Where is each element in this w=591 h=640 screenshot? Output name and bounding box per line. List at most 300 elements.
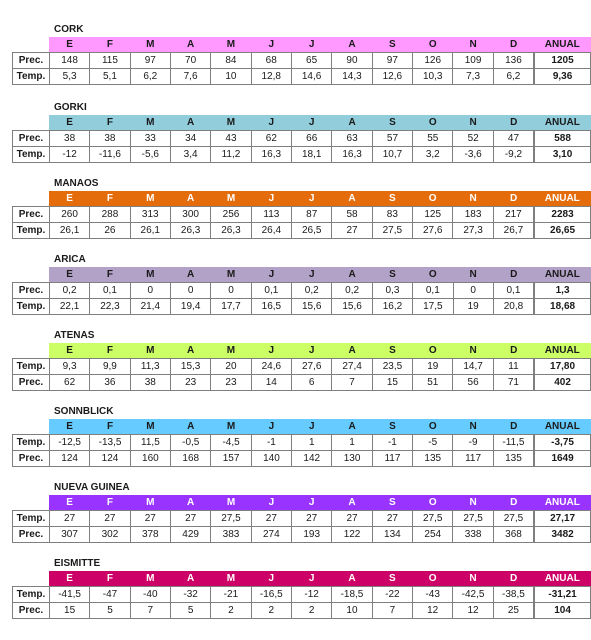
annual-value-cell: 2283 [534, 207, 590, 223]
value-cell: 0 [130, 283, 170, 299]
annual-value-cell: -31,21 [534, 587, 590, 603]
climate-table [12, 343, 591, 391]
value-cell: 15,3 [170, 359, 210, 375]
month-header-row [13, 115, 591, 131]
value-cell: 3,2 [413, 147, 453, 163]
row-label-cell: Temp. [13, 223, 50, 239]
annual-value-cell: 588 [534, 131, 590, 147]
value-cell: 14 [251, 375, 291, 391]
value-cell: 6,2 [130, 69, 170, 85]
value-cell: 1 [292, 435, 332, 451]
value-cell: -32 [170, 587, 210, 603]
month-header-cell: A [332, 115, 372, 131]
value-cell: 368 [493, 527, 534, 543]
value-cell: 0,3 [372, 283, 412, 299]
month-header-cell: D [493, 419, 534, 435]
month-header-cell: N [453, 495, 493, 511]
month-header-cell: M [130, 267, 170, 283]
value-cell: -11,6 [90, 147, 130, 163]
month-header-cell: F [90, 191, 130, 207]
value-cell: 2 [291, 603, 331, 619]
month-header-cell: J [292, 343, 332, 359]
annual-header-cell: ANUAL [534, 37, 590, 53]
table-row [13, 223, 591, 239]
value-cell: 274 [251, 527, 291, 543]
value-cell: -43 [413, 587, 453, 603]
value-cell: 383 [211, 527, 251, 543]
value-cell: -9 [453, 435, 493, 451]
month-header-cell: J [251, 267, 291, 283]
value-cell: -41,5 [49, 587, 89, 603]
table-row [13, 375, 591, 391]
value-cell: 97 [372, 53, 412, 69]
month-header-cell: M [130, 571, 170, 587]
value-cell: 36 [90, 375, 130, 391]
value-cell: 16,2 [372, 299, 412, 315]
value-cell: 10 [332, 603, 372, 619]
value-cell: 71 [493, 375, 534, 391]
month-header-cell: M [211, 191, 251, 207]
value-cell: 183 [453, 207, 493, 223]
header-blank-cell [13, 267, 50, 283]
month-header-cell: A [332, 419, 372, 435]
value-cell: 134 [372, 527, 412, 543]
value-cell: 19,4 [170, 299, 210, 315]
month-header-cell: A [170, 495, 210, 511]
value-cell: 21,4 [130, 299, 170, 315]
month-header-cell: S [372, 115, 412, 131]
value-cell: 0 [170, 283, 210, 299]
month-header-cell: N [453, 115, 493, 131]
annual-value-cell: 27,17 [534, 511, 590, 527]
station-title: GORKI [54, 102, 87, 113]
value-cell: 15 [49, 603, 89, 619]
month-header-cell: J [251, 495, 291, 511]
value-cell: 2 [251, 603, 291, 619]
value-cell: 27 [372, 511, 412, 527]
month-header-cell: M [130, 419, 170, 435]
value-cell: 12,8 [251, 69, 291, 85]
annual-header-cell: ANUAL [534, 267, 590, 283]
value-cell: -9,2 [493, 147, 534, 163]
value-cell: 130 [332, 451, 372, 467]
value-cell: 109 [453, 53, 493, 69]
value-cell: 26,4 [251, 223, 291, 239]
value-cell: 27 [292, 511, 332, 527]
month-header-cell: O [413, 191, 453, 207]
month-header-cell: E [49, 37, 89, 53]
value-cell: 23 [170, 375, 210, 391]
value-cell: 27 [332, 223, 372, 239]
month-header-cell: J [291, 571, 331, 587]
month-header-row [13, 191, 591, 207]
value-cell: -40 [130, 587, 170, 603]
value-cell: 5,3 [49, 69, 89, 85]
value-cell: 27 [251, 511, 291, 527]
value-cell: 302 [90, 527, 130, 543]
value-cell: 193 [292, 527, 332, 543]
header-blank-cell [13, 37, 50, 53]
value-cell: 55 [413, 131, 453, 147]
station-title: CORK [54, 24, 84, 35]
value-cell: 47 [493, 131, 534, 147]
month-header-row [13, 495, 591, 511]
value-cell: 6 [292, 375, 332, 391]
header-blank-cell [13, 495, 50, 511]
value-cell: 23 [211, 375, 251, 391]
value-cell: -5,6 [130, 147, 170, 163]
month-header-cell: F [90, 115, 130, 131]
value-cell: 7 [332, 375, 372, 391]
header-blank-cell [13, 191, 50, 207]
month-header-row [13, 267, 591, 283]
month-header-cell: N [453, 571, 493, 587]
value-cell: 3,4 [170, 147, 210, 163]
table-row [13, 587, 591, 603]
value-cell: 160 [130, 451, 170, 467]
month-header-cell: A [332, 571, 372, 587]
value-cell: 38 [90, 131, 130, 147]
month-header-cell: D [493, 267, 534, 283]
annual-value-cell: 18,68 [534, 299, 590, 315]
annual-header-cell: ANUAL [534, 571, 590, 587]
value-cell: 140 [251, 451, 291, 467]
table-row [13, 527, 591, 543]
value-cell: 378 [130, 527, 170, 543]
value-cell: 66 [292, 131, 332, 147]
value-cell: 0,2 [49, 283, 89, 299]
value-cell: 307 [49, 527, 89, 543]
month-header-cell: J [292, 267, 332, 283]
value-cell: 57 [372, 131, 412, 147]
value-cell: 27 [130, 511, 170, 527]
value-cell: 20 [211, 359, 251, 375]
annual-header-cell: ANUAL [534, 115, 590, 131]
value-cell: 26,7 [493, 223, 534, 239]
value-cell: 0,1 [251, 283, 291, 299]
month-header-cell: A [170, 343, 210, 359]
month-header-cell: D [493, 37, 534, 53]
month-header-cell: A [332, 37, 372, 53]
month-header-cell: M [211, 267, 251, 283]
row-label-cell: Prec. [13, 283, 50, 299]
value-cell: 157 [211, 451, 251, 467]
month-header-cell: M [211, 37, 251, 53]
value-cell: 11 [493, 359, 534, 375]
table-row [13, 69, 591, 85]
value-cell: 87 [292, 207, 332, 223]
annual-value-cell: 104 [534, 603, 590, 619]
month-header-cell: J [292, 419, 332, 435]
value-cell: 27,5 [211, 511, 251, 527]
month-header-cell: A [332, 343, 372, 359]
climate-table [12, 267, 591, 315]
value-cell: 11,5 [130, 435, 170, 451]
station-title: ATENAS [54, 330, 95, 341]
month-header-cell: M [211, 495, 251, 511]
value-cell: 58 [332, 207, 372, 223]
value-cell: 7,6 [170, 69, 210, 85]
table-row [13, 147, 591, 163]
month-header-cell: M [130, 37, 170, 53]
value-cell: -1 [372, 435, 412, 451]
annual-value-cell: 1649 [534, 451, 590, 467]
month-header-cell: J [251, 191, 291, 207]
value-cell: 90 [332, 53, 372, 69]
value-cell: 122 [332, 527, 372, 543]
month-header-row [13, 571, 591, 587]
value-cell: 11,2 [211, 147, 251, 163]
annual-header-cell: ANUAL [534, 191, 590, 207]
value-cell: 0,2 [332, 283, 372, 299]
row-label-cell: Temp. [13, 435, 50, 451]
value-cell: 136 [493, 53, 534, 69]
value-cell: 9,3 [49, 359, 89, 375]
value-cell: 7 [130, 603, 170, 619]
month-header-cell: D [493, 343, 534, 359]
month-header-cell: A [170, 191, 210, 207]
value-cell: 27,4 [332, 359, 372, 375]
value-cell: 22,1 [49, 299, 89, 315]
table-row [13, 131, 591, 147]
value-cell: 2 [211, 603, 251, 619]
value-cell: 256 [211, 207, 251, 223]
month-header-cell: J [251, 37, 291, 53]
value-cell: 65 [291, 53, 331, 69]
value-cell: -5 [413, 435, 453, 451]
value-cell: 11,3 [130, 359, 170, 375]
month-header-cell: S [372, 37, 412, 53]
table-row [13, 359, 591, 375]
value-cell: 12 [413, 603, 453, 619]
value-cell: 26,3 [170, 223, 210, 239]
month-header-cell: E [49, 115, 89, 131]
month-header-cell: M [130, 191, 170, 207]
month-header-cell: F [90, 571, 130, 587]
month-header-cell: A [332, 191, 372, 207]
month-header-cell: J [292, 115, 332, 131]
value-cell: 15,6 [292, 299, 332, 315]
month-header-cell: S [372, 191, 412, 207]
value-cell: 19 [413, 359, 453, 375]
value-cell: 6,2 [493, 69, 534, 85]
value-cell: 313 [130, 207, 170, 223]
value-cell: 142 [292, 451, 332, 467]
value-cell: 217 [493, 207, 534, 223]
value-cell: 0,1 [413, 283, 453, 299]
value-cell: 83 [372, 207, 412, 223]
annual-value-cell: 402 [534, 375, 590, 391]
value-cell: 27,5 [413, 511, 453, 527]
value-cell: 7 [372, 603, 412, 619]
table-row [13, 603, 591, 619]
row-label-cell: Prec. [13, 131, 50, 147]
month-header-cell: D [493, 191, 534, 207]
value-cell: 51 [413, 375, 453, 391]
value-cell: 288 [90, 207, 130, 223]
annual-value-cell: 1205 [534, 53, 590, 69]
value-cell: 26,5 [292, 223, 332, 239]
value-cell: 168 [171, 451, 211, 467]
value-cell: 62 [49, 375, 89, 391]
value-cell: 5 [90, 603, 130, 619]
month-header-row [13, 419, 591, 435]
month-header-cell: A [332, 267, 372, 283]
value-cell: 27 [170, 511, 210, 527]
month-header-cell: J [292, 191, 332, 207]
annual-value-cell: 3,10 [534, 147, 590, 163]
month-header-cell: J [251, 343, 291, 359]
row-label-cell: Prec. [13, 527, 50, 543]
month-header-cell: D [493, 495, 534, 511]
climate-table [12, 495, 591, 543]
month-header-cell: S [372, 419, 412, 435]
month-header-cell: N [453, 191, 493, 207]
month-header-cell: A [170, 267, 210, 283]
month-header-cell: S [372, 267, 412, 283]
month-header-cell: D [493, 115, 534, 131]
value-cell: 26 [90, 223, 130, 239]
value-cell: 260 [49, 207, 89, 223]
table-row [13, 53, 591, 69]
month-header-cell: M [130, 495, 170, 511]
month-header-cell: O [413, 115, 453, 131]
row-label-cell: Temp. [13, 587, 50, 603]
value-cell: 5,1 [90, 69, 130, 85]
month-header-cell: F [90, 343, 130, 359]
value-cell: -0,5 [171, 435, 211, 451]
value-cell: 117 [453, 451, 493, 467]
month-header-cell: O [413, 37, 453, 53]
month-header-cell: S [372, 495, 412, 511]
month-header-cell: A [170, 571, 210, 587]
annual-value-cell: 9,36 [534, 69, 590, 85]
month-header-cell: D [493, 571, 534, 587]
value-cell: 27,3 [453, 223, 493, 239]
month-header-cell: A [171, 419, 211, 435]
month-header-cell: M [211, 115, 251, 131]
value-cell: 26,1 [130, 223, 170, 239]
table-row [13, 283, 591, 299]
value-cell: 24,6 [251, 359, 291, 375]
value-cell: 27,5 [453, 511, 493, 527]
value-cell: 0,1 [493, 283, 534, 299]
value-cell: 26,3 [211, 223, 251, 239]
station-title: ARICA [54, 254, 86, 265]
month-header-cell: N [453, 343, 493, 359]
month-header-cell: M [130, 115, 170, 131]
value-cell: 19 [453, 299, 493, 315]
month-header-cell: A [170, 37, 210, 53]
climate-table [12, 115, 591, 163]
month-header-cell: N [453, 419, 493, 435]
value-cell: 12,6 [372, 69, 412, 85]
climate-table [12, 571, 591, 619]
month-header-cell: S [372, 571, 412, 587]
station-title: EISMITTE [54, 558, 101, 569]
month-header-cell: J [292, 495, 332, 511]
month-header-cell: A [332, 495, 372, 511]
row-label-cell: Prec. [13, 603, 50, 619]
value-cell: 16,5 [251, 299, 291, 315]
value-cell: 7,3 [453, 69, 493, 85]
value-cell: -38,5 [493, 587, 534, 603]
month-header-cell: O [413, 571, 453, 587]
month-header-cell: M [211, 343, 251, 359]
value-cell: -22 [372, 587, 412, 603]
climate-table [12, 191, 591, 239]
month-header-cell: O [413, 419, 453, 435]
climate-table [12, 37, 591, 85]
header-blank-cell [13, 419, 50, 435]
value-cell: 25 [493, 603, 534, 619]
value-cell: -11,5 [493, 435, 534, 451]
header-blank-cell [13, 571, 50, 587]
value-cell: 10 [211, 69, 251, 85]
value-cell: -13,5 [90, 435, 130, 451]
value-cell: -16,5 [251, 587, 291, 603]
month-header-cell: M [211, 571, 251, 587]
value-cell: 124 [90, 451, 130, 467]
value-cell: 124 [49, 451, 89, 467]
value-cell: -21 [211, 587, 251, 603]
value-cell: 27 [90, 511, 130, 527]
value-cell: 14,7 [453, 359, 493, 375]
value-cell: 84 [211, 53, 251, 69]
table-row [13, 435, 591, 451]
value-cell: 62 [251, 131, 291, 147]
month-header-row [13, 37, 591, 53]
annual-value-cell: 26,65 [534, 223, 590, 239]
value-cell: 300 [170, 207, 210, 223]
value-cell: -18,5 [332, 587, 372, 603]
value-cell: 135 [493, 451, 534, 467]
month-header-cell: E [49, 419, 89, 435]
value-cell: 38 [49, 131, 89, 147]
value-cell: 17,7 [211, 299, 251, 315]
value-cell: 16,3 [251, 147, 291, 163]
station-title: SONNBLICK [54, 406, 114, 417]
value-cell: 254 [413, 527, 453, 543]
month-header-cell: J [291, 37, 331, 53]
annual-value-cell: 17,80 [534, 359, 590, 375]
value-cell: 115 [90, 53, 130, 69]
annual-header-cell: ANUAL [534, 495, 590, 511]
row-label-cell: Prec. [13, 451, 50, 467]
annual-header-cell: ANUAL [534, 419, 590, 435]
value-cell: 27,5 [493, 511, 534, 527]
value-cell: 68 [251, 53, 291, 69]
month-header-cell: M [130, 343, 170, 359]
annual-value-cell: 1,3 [534, 283, 590, 299]
value-cell: 43 [211, 131, 251, 147]
climate-table [12, 419, 591, 467]
month-header-cell: O [413, 495, 453, 511]
value-cell: 34 [170, 131, 210, 147]
value-cell: 23,5 [372, 359, 412, 375]
value-cell: 429 [170, 527, 210, 543]
month-header-cell: E [49, 191, 89, 207]
value-cell: 70 [170, 53, 210, 69]
value-cell: 0,2 [292, 283, 332, 299]
value-cell: 10,7 [372, 147, 412, 163]
value-cell: -47 [90, 587, 130, 603]
row-label-cell: Prec. [13, 375, 50, 391]
month-header-cell: N [453, 267, 493, 283]
month-header-cell: O [413, 343, 453, 359]
value-cell: 15,6 [332, 299, 372, 315]
value-cell: 18,1 [292, 147, 332, 163]
